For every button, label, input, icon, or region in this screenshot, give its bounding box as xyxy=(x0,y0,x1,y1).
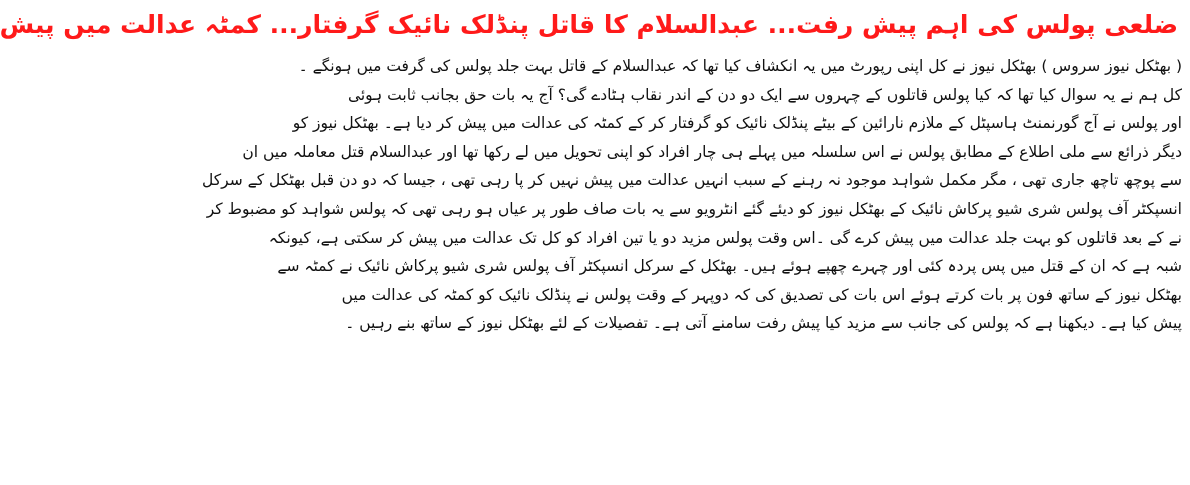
article-body xyxy=(202,52,1182,338)
article-headline: ضلعی پولس کی اہم پیش رفت... عبدالسلام کا قاتل پنڈلک نائیک گرفتار... کمٹہ عدالت میں پیش xyxy=(0,10,1178,39)
article-line: سے پوچھ تاچھ جاری تھی ، مگر مکمل شواہد موجود نہ رہنے کے سبب انہیں عدالت میں پیش نہیں کر پا رہی تھی ، جیسا کہ دو دن قبل بھٹکل کے سرکل xyxy=(202,171,1182,190)
article-line: ( بھٹکل نیوز سروس ) بھٹکل نیوز نے کل اپنی رپورٹ میں یہ انکشاف کیا تھا کہ عبدالسلام کے قاتل بہت جلد پولس کی گرفت میں ہونگے ۔ xyxy=(298,57,1182,75)
article-line: کل ہم نے یہ سوال کیا تھا کہ کیا پولس قاتلوں کے چہروں سے ایک دو دن کے اندر نقاب ہٹادے گی؟ آج یہ بات حق بجانب ثابت ہوئی xyxy=(347,85,1182,104)
article-line: شبہ ہے کہ ان کے قتل میں پس پردہ کئی اور چہرے چھپے ہوئے ہیں۔ بھٹکل کے سرکل انسپکٹر آف پولس شری شیو پرکاش نائیک نے کمٹہ سے xyxy=(277,257,1182,276)
article-line: انسپکٹر آف پولس شری شیو پرکاش نائیک کے بھٹکل نیوز کو دیئے گئے انٹرویو سے یہ بات صاف طور پر عیاں ہو رہی تھی کہ پولس شواہد کو مضبوط کر xyxy=(206,199,1182,218)
article-line: بھٹکل نیوز کے ساتھ فون پر بات کرتے ہوئے اس بات کی تصدیق کی کہ دوپہر کے وقت پولس نے پنڈلک نائیک کو کمٹہ کی عدالت میں xyxy=(341,285,1182,304)
article-line: پیش کیا ہے۔ دیکھنا ہے کہ پولس کی جانب سے مزید کیا پیش رفت سامنے آتی ہے۔ تفصیلات کے لئے بھٹکل نیوز کے ساتھ بنے رہیں ۔ xyxy=(345,314,1182,333)
article-line: دیگر ذرائع سے ملی اطلاع کے مطابق پولس نے اس سلسلہ میں پہلے ہی چار افراد کو اپنی تحویل میں لے رکھا تھا اور عبدالسلام قتل معاملہ میں ان xyxy=(242,142,1182,161)
article-line: نے کے بعد قاتلوں کو بہت جلد عدالت میں پیش کرے گی ۔اس وقت پولس مزید دو یا تین افراد کو کل تک عدالت میں پیش کر سکتی ہے، کیونکہ xyxy=(268,228,1182,247)
article-line: اور پولس نے آج گورنمنٹ ہاسپٹل کے ملازم نارائین کے بیٹے پنڈلک نائیک کو گرفتار کر کے کمٹہ کی عدالت میں پیش کر دیا ہے۔ بھٹکل نیوز کو xyxy=(292,114,1182,133)
